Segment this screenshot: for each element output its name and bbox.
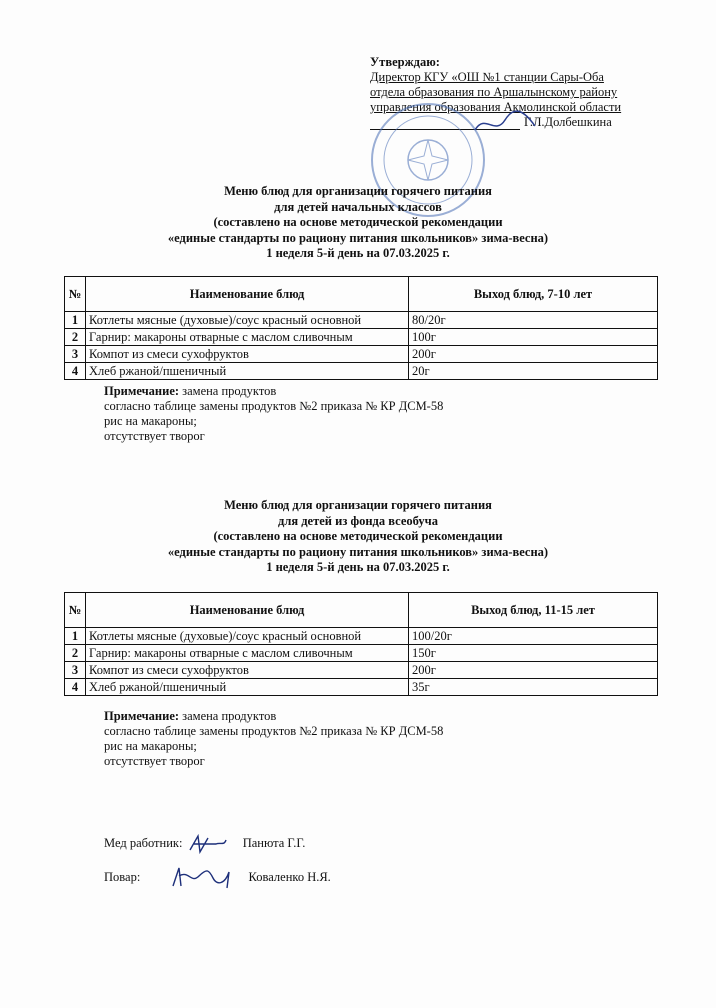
row-num: 1 xyxy=(65,628,86,645)
menu2-table xyxy=(64,592,658,696)
row-num: 2 xyxy=(65,329,86,346)
note-line-2: согласно таблице замены продуктов №2 приказа № КР ДСМ-58 xyxy=(104,724,444,738)
menu1-note xyxy=(104,384,443,444)
table-row xyxy=(65,329,658,346)
table-row xyxy=(65,363,658,380)
row-name: Компот из смеси сухофруктов xyxy=(86,346,409,363)
note-line-3: рис на макароны; xyxy=(104,414,197,428)
row-num: 3 xyxy=(65,346,86,363)
note-line-4: отсутствует творог xyxy=(104,429,205,443)
col-name-header: Наименование блюд xyxy=(86,593,409,628)
row-num: 3 xyxy=(65,662,86,679)
row-num: 4 xyxy=(65,679,86,696)
row-num: 1 xyxy=(65,312,86,329)
note-line-1: замена продуктов xyxy=(179,384,277,398)
med-worker-signature-icon xyxy=(186,832,230,856)
row-name: Компот из смеси сухофруктов xyxy=(86,662,409,679)
table-row xyxy=(65,645,658,662)
note-line-2: согласно таблице замены продуктов №2 приказа № КР ДСМ-58 xyxy=(104,399,444,413)
cook-label: Повар: xyxy=(104,869,141,884)
col-num-header: № xyxy=(65,277,86,312)
table-row xyxy=(65,346,658,363)
approval-line-1: Директор КГУ «ОШ №1 станции Сары-Оба xyxy=(370,70,604,84)
note-line-4: отсутствует творог xyxy=(104,754,205,768)
menu2-title-line-4: «единые стандарты по рациону питания школьников» зима-весна) xyxy=(167,544,549,559)
med-worker-signature-row xyxy=(104,832,305,856)
row-yield: 100/20г xyxy=(409,628,658,645)
menu2-title-line-1: Меню блюд для организации горячего питания xyxy=(224,498,492,512)
cook-signature-row xyxy=(104,864,331,892)
row-name: Котлеты мясные (духовые)/соус красный основной xyxy=(86,628,409,645)
row-name: Гарнир: макароны отварные с маслом сливочным xyxy=(86,329,409,346)
table-row xyxy=(65,679,658,696)
menu2-title-line-3: (составлено на основе методической рекомендации xyxy=(213,529,503,543)
menu1-title xyxy=(0,184,716,262)
table-header-row xyxy=(65,593,658,628)
med-worker-name: Панюта Г.Г. xyxy=(242,835,306,850)
row-num: 4 xyxy=(65,363,86,380)
cook-name: Коваленко Н.Я. xyxy=(248,869,331,884)
cook-signature-icon xyxy=(169,864,239,892)
menu1-title-line-3: (составлено на основе методической рекомендации xyxy=(213,215,503,229)
table-header-row xyxy=(65,277,658,312)
menu2-title xyxy=(0,498,716,576)
approval-line-2: отдела образования по Аршалынскому району xyxy=(370,85,618,99)
row-yield: 200г xyxy=(409,346,658,363)
row-name: Хлеб ржаной/пшеничный xyxy=(86,679,409,696)
menu1-title-line-2: для детей начальных классов xyxy=(274,199,442,214)
col-yield-header: Выход блюд, 11-15 лет xyxy=(409,593,658,628)
menu2-title-line-2: для детей из фонда всеобуча xyxy=(278,513,438,528)
row-num: 2 xyxy=(65,645,86,662)
table-row xyxy=(65,628,658,645)
row-yield: 80/20г xyxy=(409,312,658,329)
menu1-title-line-5: 1 неделя 5-й день на 07.03.2025 г. xyxy=(266,246,450,260)
row-yield: 100г xyxy=(409,329,658,346)
note-label: Примечание: xyxy=(104,384,180,398)
menu1-title-line-1: Меню блюд для организации горячего питания xyxy=(224,184,492,198)
row-name: Котлеты мясные (духовые)/соус красный основной xyxy=(86,312,409,329)
note-line-1: замена продуктов xyxy=(179,709,277,723)
table-row xyxy=(65,662,658,679)
row-yield: 200г xyxy=(409,662,658,679)
menu1-title-line-4: «единые стандарты по рациону питания школьников» зима-весна) xyxy=(167,230,549,245)
approval-heading: Утверждаю: xyxy=(370,55,440,69)
approval-signer: Г.Л.Долбешкина xyxy=(524,115,612,129)
menu2-note xyxy=(104,709,443,769)
menu1-table xyxy=(64,276,658,380)
row-name: Гарнир: макароны отварные с маслом сливочным xyxy=(86,645,409,662)
med-worker-label: Мед работник: xyxy=(104,835,183,850)
note-line-3: рис на макароны; xyxy=(104,739,197,753)
director-signature-icon xyxy=(470,108,540,138)
menu2-title-line-5: 1 неделя 5-й день на 07.03.2025 г. xyxy=(266,560,450,574)
table-row xyxy=(65,312,658,329)
row-yield: 20г xyxy=(409,363,658,380)
row-yield: 35г xyxy=(409,679,658,696)
col-yield-header: Выход блюд, 7-10 лет xyxy=(409,277,658,312)
row-yield: 150г xyxy=(409,645,658,662)
col-name-header: Наименование блюд xyxy=(86,277,409,312)
note-label: Примечание: xyxy=(104,709,180,723)
col-num-header: № xyxy=(65,593,86,628)
approval-line-3: управления образования Акмолинской области xyxy=(370,100,622,114)
row-name: Хлеб ржаной/пшеничный xyxy=(86,363,409,380)
